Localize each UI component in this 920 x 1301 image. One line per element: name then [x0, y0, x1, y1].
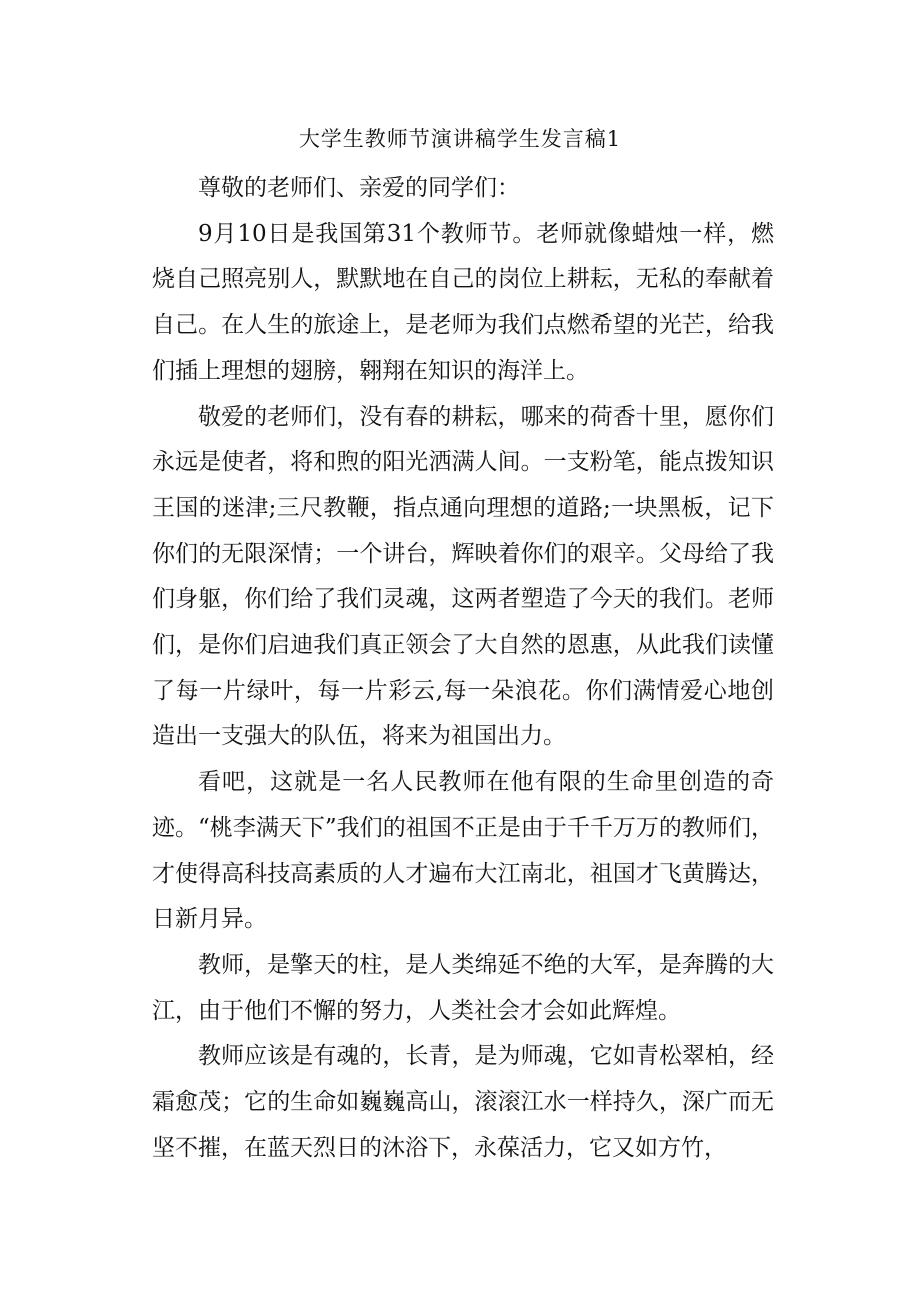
paragraph-1: 9月10日是我国第31个教师节。老师就像蜡烛一样，燃烧自己照亮别人，默默地在自己的岗位上耕耘，无私的奉献着自己。在人生的旅途上，是老师为我们点燃希望的光芒，给我们插上理想的翅膀，翱翔在知识的海洋上。: [152, 220, 774, 384]
paragraph-5: 教师应该是有魂的，长青，是为师魂，它如青松翠柏，经霜愈茂；它的生命如巍巍高山，滚滚江水一样持久，深广而无坚不摧，在蓝天烈日的沐浴下，永葆活力，它又如方竹，: [152, 1043, 774, 1161]
paragraph-salutation: 尊敬的老师们、亲爱的同学们：: [198, 175, 520, 201]
document-title: 大学生教师节演讲稿学生发言稿1: [298, 127, 622, 151]
paragraph-4: 教师，是擎天的柱，是人类绵延不绝的大军，是奔腾的大江，由于他们不懈的努力，人类社会才会如此辉煌。: [152, 951, 774, 1024]
paragraph-2: 敬爱的老师们，没有春的耕耘，哪来的荷香十里，愿你们永远是使者，将和煦的阳光洒满人间。一支粉笔，能点拨知识王国的迷津;三尺教鞭，指点通向理想的道路;一块黑板，记下你们的无限深情；一个讲台，辉映着你们的艰辛。父母给了我们身躯，你们给了我们灵魂，这两者塑造了今天的我们。老师们，是你们启迪我们真正领会了大自然的恩惠，从此我们读懂了每一片绿叶，每一片彩云,每一朵浪花。你们满情爱心地创造出一支强大的队伍，将来为祖国出力。: [152, 403, 774, 750]
document-body: [152, 166, 774, 1171]
paragraph-3: 看吧，这就是一名人民教师在他有限的生命里创造的奇迹。“桃李满天下”我们的祖国不正是由于千千万万的教师们，才使得高科技高素质的人才遍布大江南北，祖国才飞黄腾达，日新月异。: [152, 769, 774, 933]
